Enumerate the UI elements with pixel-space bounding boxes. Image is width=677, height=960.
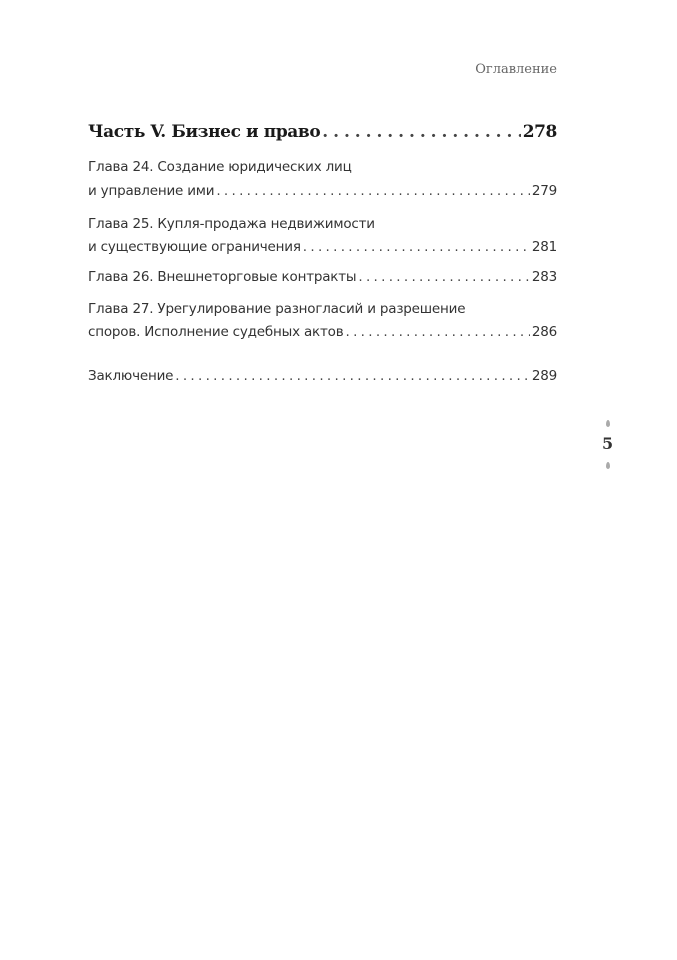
- toc-chapter-entry[interactable]: [88, 269, 557, 285]
- running-header: Оглавление: [475, 62, 557, 77]
- toc-part-entry[interactable]: [88, 122, 557, 142]
- toc-chapter-title-cont: и существующие ограничения: [88, 239, 301, 255]
- toc-chapter-entry[interactable]: [88, 183, 557, 199]
- folio-ornament-top-icon: [606, 420, 610, 427]
- dot-leader: [175, 368, 530, 384]
- folio-ornament-bottom-icon: [606, 462, 610, 469]
- toc-page-number: 281: [531, 239, 557, 255]
- toc-part-title: Часть V. Бизнес и право: [88, 122, 321, 142]
- toc-chapter-title-cont: споров. Исполнение судебных актов: [88, 324, 344, 340]
- toc-page-number: 279: [531, 183, 557, 199]
- page-number: 5: [602, 434, 614, 453]
- dot-leader: [303, 239, 530, 255]
- toc-page-number: 289: [531, 368, 557, 384]
- toc-chapter-title-cont: и управление ими: [88, 183, 215, 199]
- toc-page-number: 278: [522, 122, 557, 142]
- toc-chapter-entry[interactable]: [88, 239, 557, 255]
- toc-chapter-title: Глава 25. Купля-продажа недвижимости: [88, 216, 375, 232]
- dot-leader: [322, 122, 520, 142]
- toc-chapter-title: Глава 24. Создание юридических лиц: [88, 159, 352, 175]
- toc-page-number: 283: [531, 269, 557, 285]
- dot-leader: [346, 324, 530, 340]
- toc-page-number: 286: [531, 324, 557, 340]
- toc-conclusion-title: Заключение: [88, 368, 174, 384]
- dot-leader: [358, 269, 529, 285]
- toc-chapter-title: Глава 27. Урегулирование разногласий и разрешение: [88, 301, 466, 317]
- dot-leader: [216, 183, 529, 199]
- toc-chapter-entry[interactable]: [88, 324, 557, 340]
- toc-chapter-title: Глава 26. Внешнеторговые контракты: [88, 269, 357, 285]
- toc-conclusion-entry[interactable]: [88, 368, 557, 384]
